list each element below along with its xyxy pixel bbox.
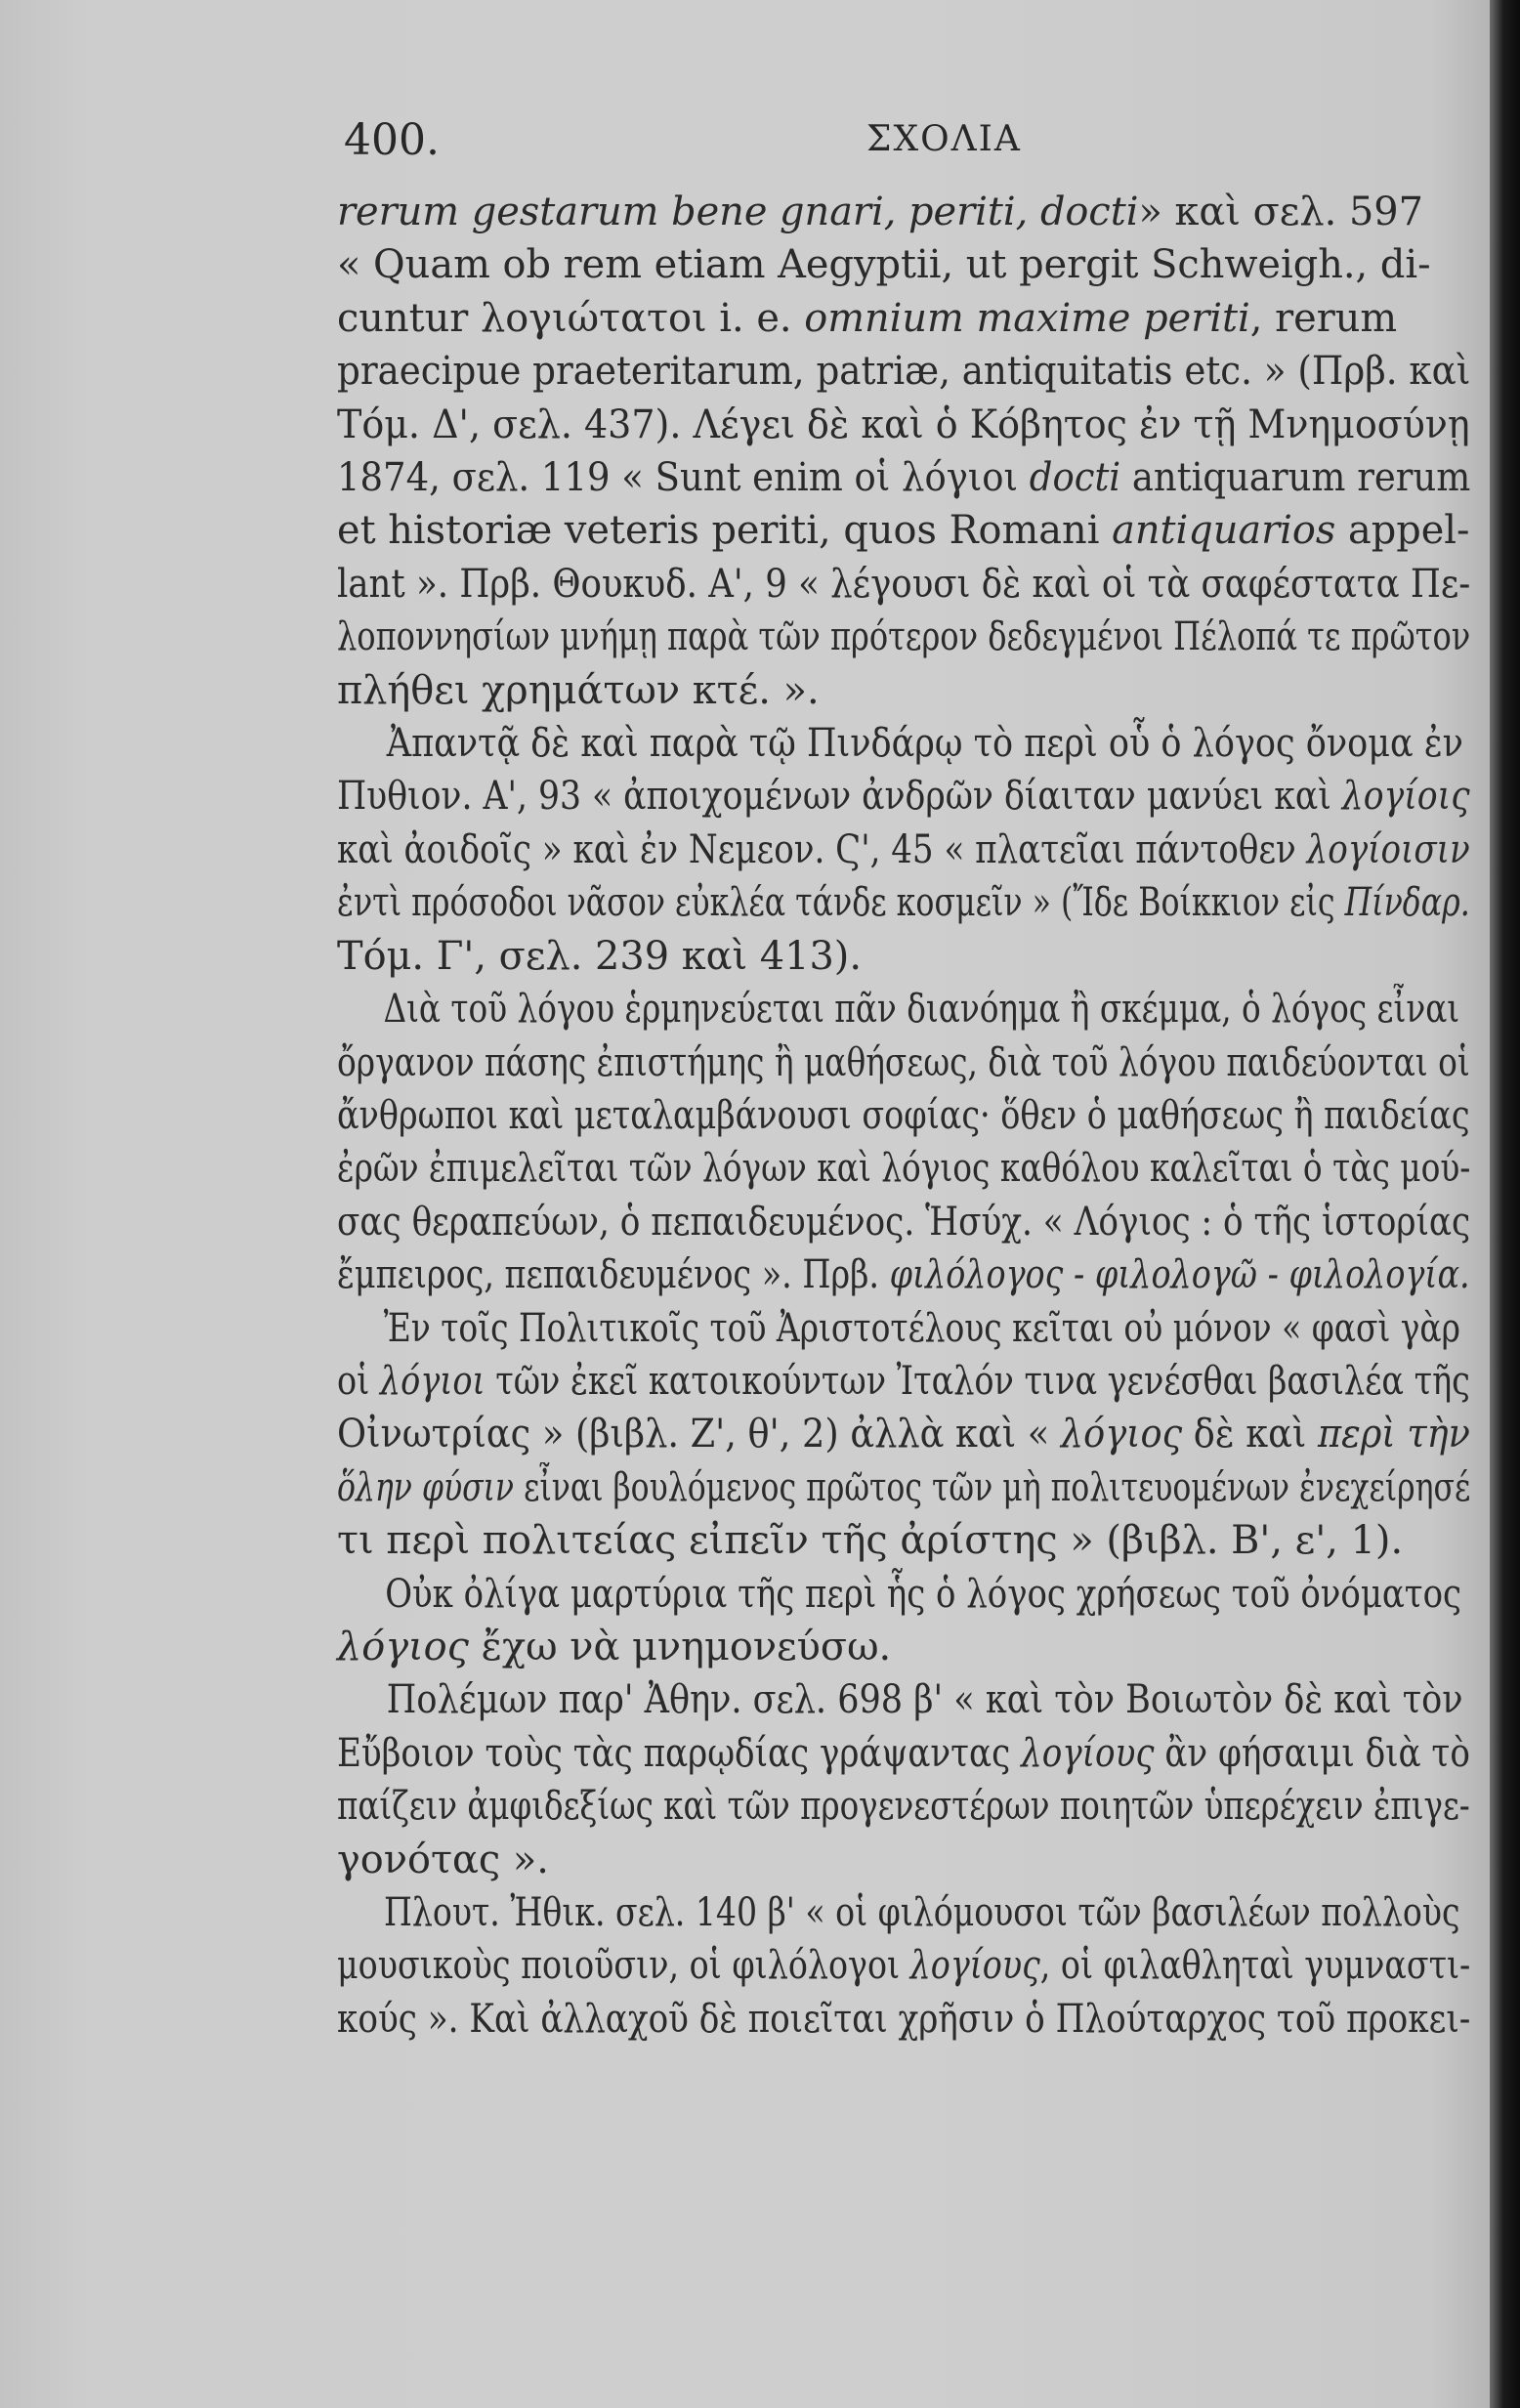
- text-line: [337, 1408, 1470, 1460]
- text-line: [337, 1355, 1470, 1408]
- italic-segment: antiquarios: [1112, 508, 1336, 554]
- text-line: [337, 1886, 1460, 1939]
- text-line: [337, 1673, 1463, 1726]
- text-line: [337, 876, 1470, 929]
- text-segment: Διὰ τοῦ λόγου ἑρμηνεύεται πᾶν διανόημα ἢ σκέμμα, ὁ λόγος εἶναι: [383, 987, 1460, 1033]
- text-line: [337, 1514, 1470, 1567]
- italic-segment: λόγιος: [337, 1624, 469, 1669]
- text-line: [337, 292, 1470, 345]
- text-segment: ἔχω νὰ μνημονεύσω.: [468, 1624, 892, 1669]
- text-segment: οἱ: [337, 1358, 380, 1404]
- text-line: [337, 238, 1470, 291]
- text-line: [337, 611, 1471, 663]
- text-line: [337, 824, 1470, 876]
- italic-segment: περὶ τὴν: [1317, 1412, 1470, 1457]
- text-segment: ἄνθρωποι καὶ μεταλαμβάνουσι σοφίας· ὅθεν ὁ μαθήσεως ἢ παιδείας: [337, 1092, 1470, 1138]
- text-segment: Πολέμων παρ' Ἀθην. σελ. 698 β' « καὶ τὸν Βοιωτὸν δὲ καὶ τὸν: [386, 1677, 1463, 1723]
- text-line: [337, 930, 1470, 983]
- text-line: [337, 1142, 1471, 1195]
- text-line: [337, 1089, 1470, 1142]
- italic-segment: λόγιοι: [379, 1358, 486, 1404]
- text-segment: σας θεραπεύων, ὁ πεπαιδευμένος. Ἡσύχ. « Λόγιος : ὁ τῆς ἱστορίας: [337, 1199, 1471, 1245]
- text-line: [337, 717, 1463, 770]
- text-line: [337, 1621, 1470, 1673]
- text-segment: εἶναι βουλόμενος πρῶτος τῶν μὴ πολιτευομένων ἐνεχείρησέ: [514, 1464, 1471, 1510]
- text-line: [337, 1248, 1470, 1301]
- text-segment: ἐντὶ πρόσοδοι νᾶσον εὐκλέα τάνδε κοσμεῖν » (Ἴδε Βοίκκιον εἰς: [337, 880, 1345, 926]
- text-segment: « Quam ob rem etiam Aegyptii, ut pergit Schweigh., di-: [337, 242, 1431, 288]
- text-line: [337, 1939, 1471, 1992]
- text-segment: Ἀπαντᾷ δὲ καὶ παρὰ τῷ Πινδάρῳ τὸ περὶ οὗ ὁ λόγος ὄνομα ἐν: [386, 721, 1463, 767]
- text-segment: , οἱ φιλαθληταὶ γυμναστι-: [1039, 1943, 1471, 1989]
- text-line: [337, 664, 1470, 717]
- text-segment: μουσικοὺς ποιοῦσιν, οἱ φιλόλογοι: [337, 1943, 910, 1989]
- italic-segment: λογίους: [909, 1943, 1040, 1989]
- text-line: [337, 1993, 1471, 2046]
- text-segment: κούς ». Καὶ ἀλλαχοῦ δὲ ποιεῖται χρῆσιν ὁ Πλούταρχος τοῦ προκει-: [337, 1996, 1471, 2042]
- text-segment: λοποννησίων μνήμῃ παρὰ τῶν πρότερον δεδεγμένοι Πέλοπά τε πρῶτον: [337, 614, 1471, 660]
- text-segment: Οἰνωτρίας » (βιβλ. Ζ', θ', 2) ἀλλὰ καὶ «: [337, 1412, 1061, 1457]
- text-segment: 1874, σελ. 119 « Sunt enim οἱ λόγιοι: [337, 455, 1030, 501]
- text-segment: Τόμ. Γ', σελ. 239 καὶ 413).: [337, 933, 863, 979]
- text-line: [337, 186, 1470, 238]
- text-line: [337, 399, 1470, 451]
- text-segment: et historiæ veteris periti, quos Romani: [337, 508, 1113, 554]
- text-segment: Ἐν τοῖς Πολιτικοῖς τοῦ Ἀριστοτέλους κεῖται οὐ μόνον « φασὶ γὰρ: [383, 1305, 1460, 1351]
- italic-segment: λόγιος: [1060, 1412, 1183, 1457]
- text-line: [337, 1302, 1460, 1355]
- italic-segment: omnium maxime periti: [804, 295, 1250, 341]
- text-segment: Οὐκ ὀλίγα μαρτύρια τῆς περὶ ἧς ὁ λόγος χρήσεως τοῦ ὀνόματος: [385, 1571, 1462, 1617]
- text-segment: antiquarum rerum: [1120, 455, 1471, 501]
- text-segment: καὶ ἀοιδοῖς » καὶ ἐν Νεμεον. Ϛ', 45 « πλατεῖαι πάντοθεν: [337, 826, 1307, 872]
- italic-segment: φιλόλογος - φιλολογῶ - φιλολογία.: [889, 1252, 1470, 1298]
- text-line: [337, 770, 1470, 823]
- italic-segment: λογίοις: [1341, 774, 1470, 820]
- page-number: 400.: [344, 115, 440, 165]
- italic-segment: λογίους: [1021, 1730, 1155, 1776]
- text-segment: δὲ καὶ: [1182, 1412, 1318, 1457]
- page-edge-shadow: [1490, 0, 1520, 2408]
- italic-segment: λογίοισιν: [1306, 826, 1470, 872]
- text-line: [337, 1036, 1470, 1089]
- text-segment: ἂν φήσαιμι διὰ τὸ: [1154, 1730, 1470, 1776]
- text-line: [337, 983, 1460, 1035]
- text-segment: lant ». Πρβ. Θουκυδ. Α', 9 « λέγουσι δὲ καὶ οἱ τὰ σαφέστατα Πε-: [337, 561, 1471, 607]
- text-segment: » καὶ σελ. 597: [1138, 190, 1423, 234]
- italic-segment: Πίνδαρ.: [1344, 880, 1470, 926]
- text-line: [337, 1196, 1471, 1248]
- text-segment: Τόμ. Δ', σελ. 437). Λέγει δὲ καὶ ὁ Κόβητος ἐν τῇ Μνημοσύνῃ: [337, 401, 1470, 447]
- body-text: [337, 186, 1475, 2046]
- running-head: ΣΧΟΛΙΑ: [866, 119, 1022, 159]
- text-segment: praecipue praeteritarum, patriæ, antiquitatis etc. » (Πρβ. καὶ: [337, 349, 1471, 395]
- text-line: [337, 1568, 1462, 1621]
- text-segment: , rerum: [1249, 295, 1398, 341]
- text-segment: τῶν ἐκεῖ κατοικούντων Ἰταλόν τινα γενέσθαι βασιλέα τῆς: [485, 1358, 1470, 1404]
- text-line: [337, 1780, 1470, 1833]
- text-segment: πλήθει χρημάτων κτέ. ».: [337, 667, 820, 713]
- italic-segment: ὅλην φύσιν: [337, 1464, 515, 1510]
- text-line: [337, 558, 1471, 611]
- text-segment: ὄργανον πάσης ἐπιστήμης ἢ μαθήσεως, διὰ τοῦ λόγου παιδεύονται οἱ: [337, 1039, 1470, 1085]
- italic-segment: rerum gestarum bene gnari, periti, docti: [337, 190, 1139, 234]
- text-line: [337, 1461, 1471, 1514]
- text-segment: παίζειν ἀμφιδεξίως καὶ τῶν προγενεστέρων ποιητῶν ὑπερέχειν ἐπιγε-: [337, 1784, 1470, 1830]
- text-line: [337, 345, 1471, 398]
- text-segment: ἐρῶν ἐπιμελεῖται τῶν λόγων καὶ λόγιος καθόλου καλεῖται ὁ τὰς μού-: [337, 1146, 1471, 1192]
- text-segment: cuntur λογιώτατοι i. e.: [337, 295, 805, 341]
- text-segment: Πυθιον. Α', 93 « ἀποιχομένων ἀνδρῶν δίαιταν μανύει καὶ: [337, 774, 1342, 820]
- text-segment: appel-: [1335, 508, 1470, 554]
- text-line: [337, 504, 1470, 557]
- text-segment: Εὔβοιον τοὺς τὰς παρῳδίας γράψαντας: [337, 1730, 1022, 1776]
- text-segment: Πλουτ. Ἠθικ. σελ. 140 β' « οἱ φιλόμουσοι τῶν βασιλέων πολλοὺς: [384, 1890, 1460, 1935]
- italic-segment: docti: [1029, 455, 1121, 501]
- text-line: [337, 451, 1471, 504]
- text-line: [337, 1834, 1470, 1886]
- page-header: [344, 115, 1412, 174]
- text-segment: ἔμπειρος, πεπαιδευμένος ». Πρβ.: [337, 1252, 890, 1298]
- text-line: [337, 1727, 1470, 1780]
- text-segment: τι περὶ πολιτείας εἰπεῖν τῆς ἀρίστης » (βιβλ. Β', ε', 1).: [337, 1518, 1404, 1564]
- text-segment: γονότας ».: [337, 1837, 549, 1882]
